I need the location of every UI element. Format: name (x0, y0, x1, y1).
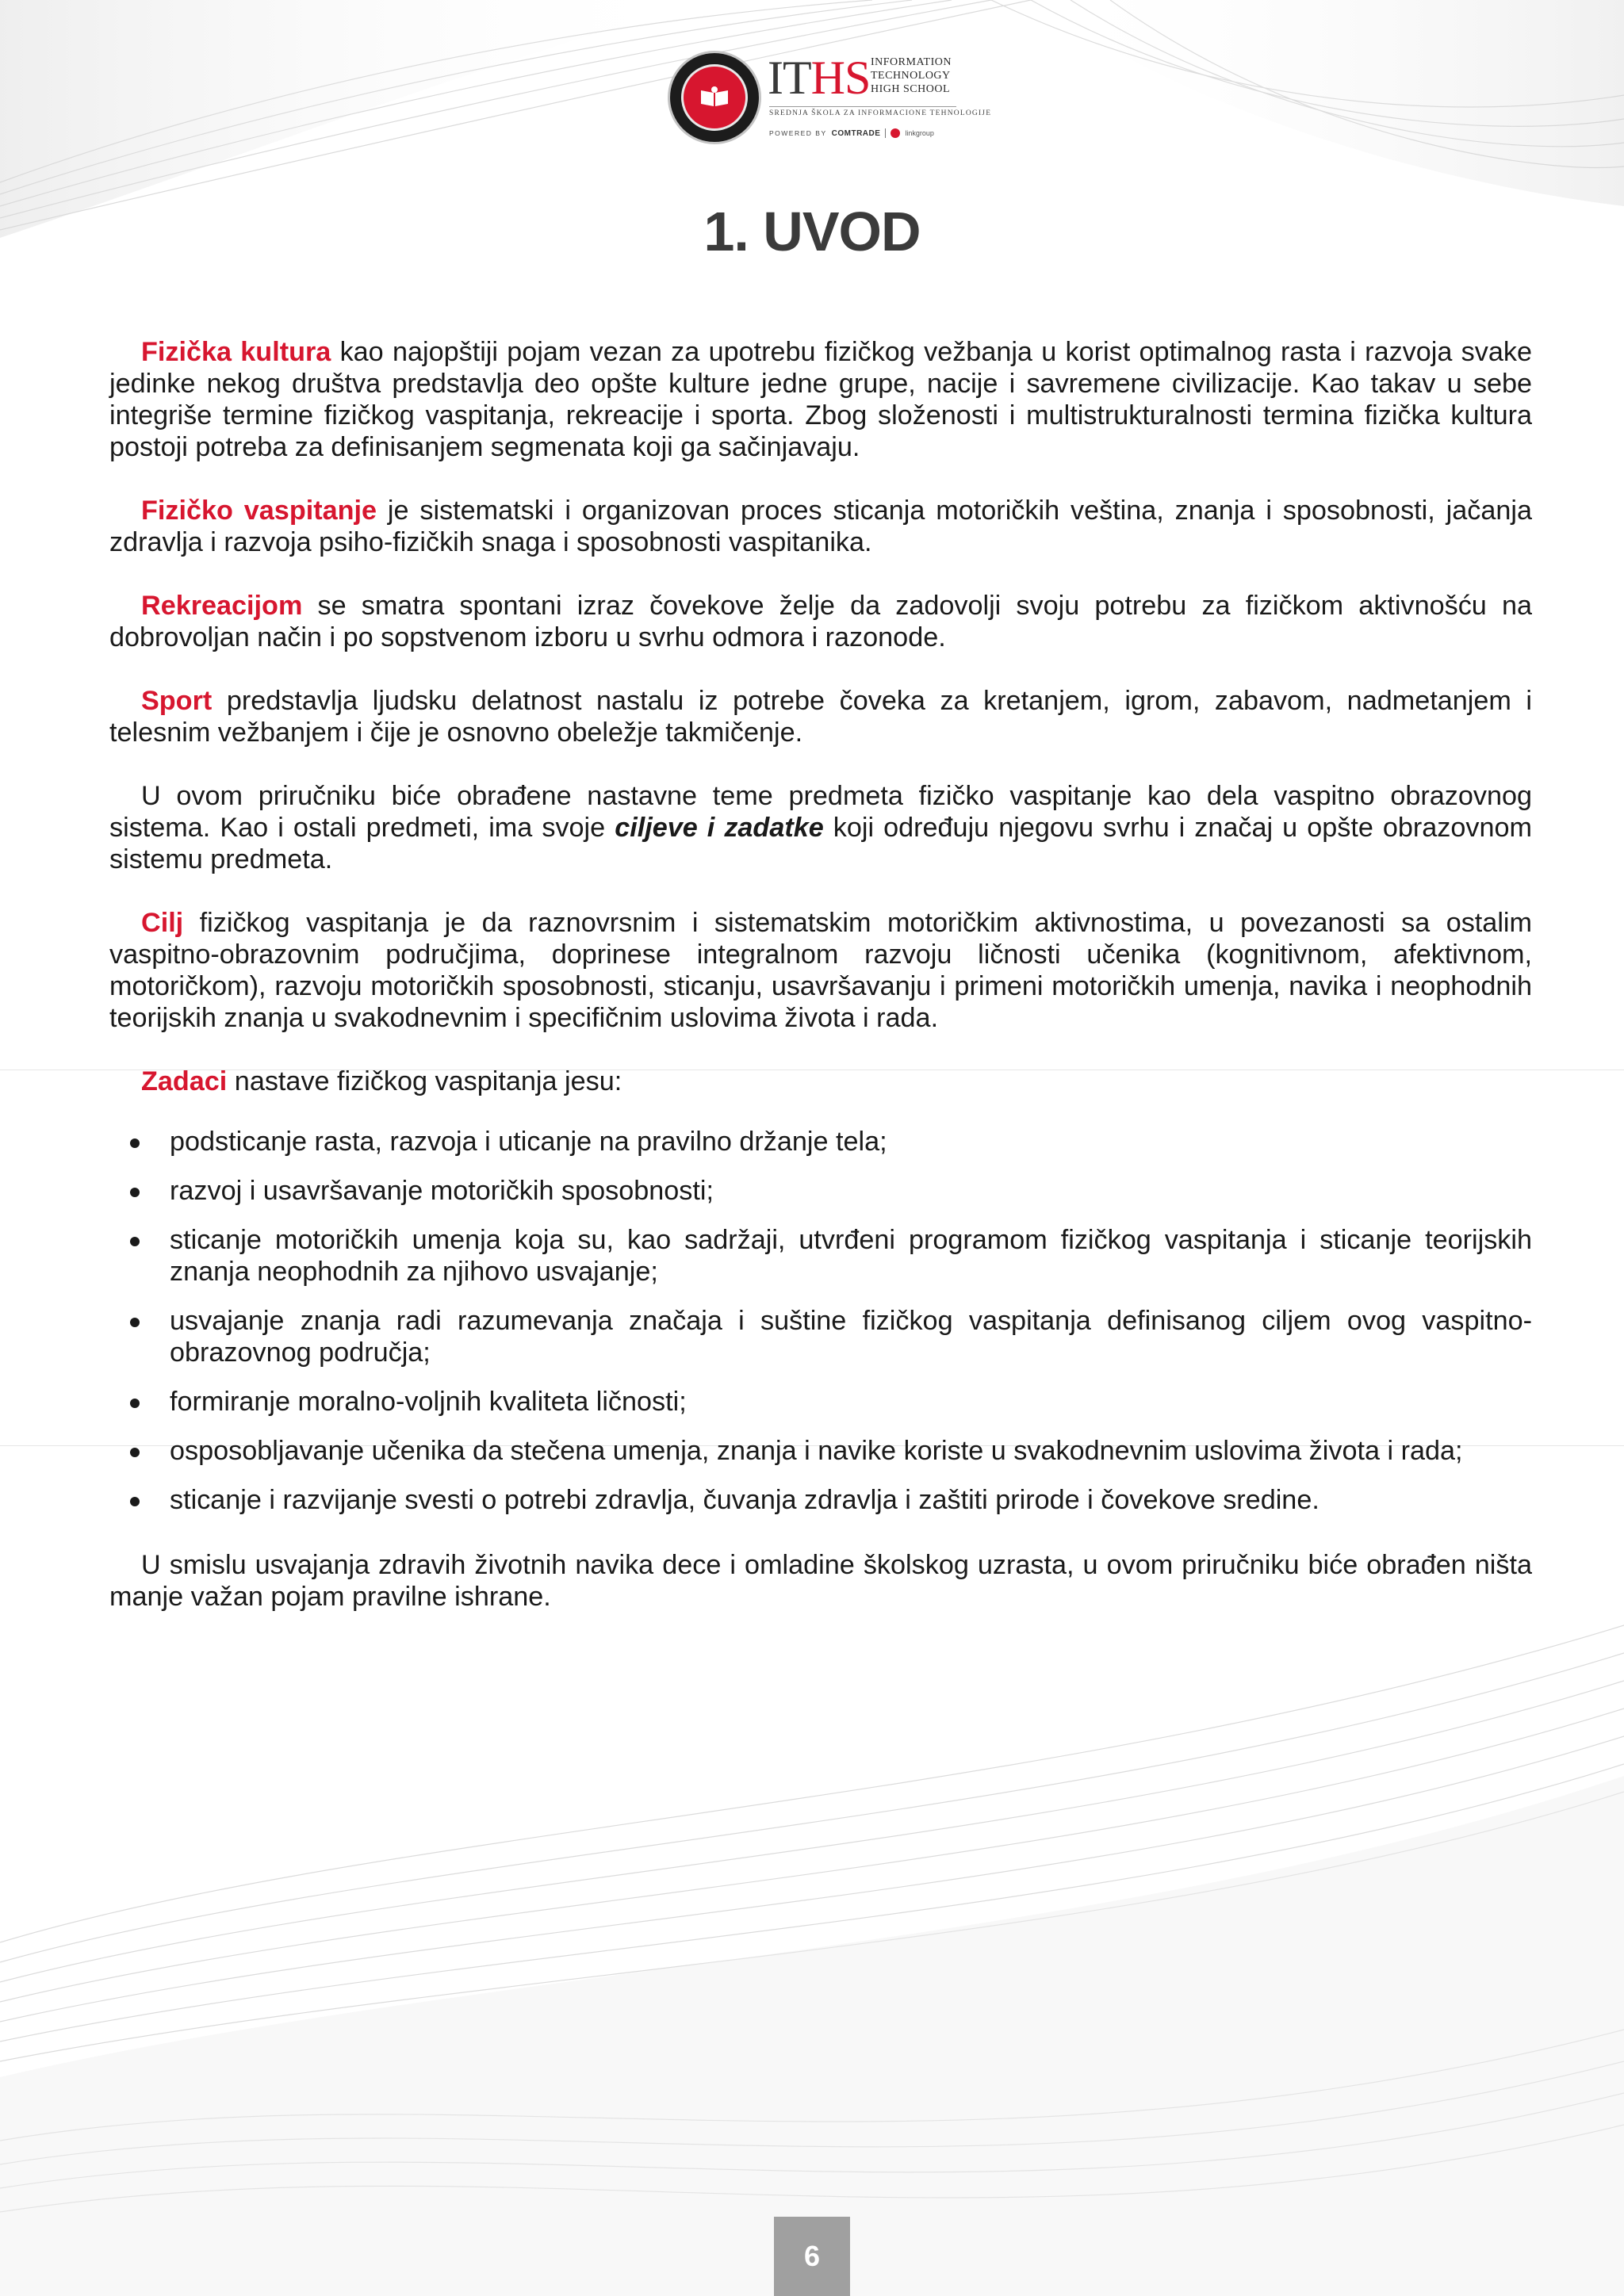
school-seal (668, 51, 761, 144)
logo-divider (769, 106, 956, 107)
document-body (109, 336, 1532, 1644)
seal-emblem (681, 64, 748, 131)
brand-name-lines (871, 55, 952, 96)
brand-line-1: INFORMATION (871, 56, 952, 68)
list-item: usvajanje znanja radi razumevanja značaja i suštine fizičkog vaspitanja definisanog ciljem ovog vaspitno-obrazovnog područja; (109, 1305, 1532, 1368)
paragraph-text: U ovom priručniku biće obrađene nastavne teme predmeta fizičko vaspitanje kao dela vaspitno obrazovnog sistema. Kao i ostali predmeti, ima svoje (109, 781, 1532, 843)
brand-wordmark (768, 52, 871, 104)
term-recreation: Rekreacijom (141, 591, 303, 621)
list-item: sticanje motoričkih umenja koja su, kao sadržaji, utvrđeni programom fizičkog vaspitanja i sticanje teorijskih znanja neophodnih za njihovo usvajanje; (109, 1224, 1532, 1288)
paragraph-text: se smatra spontani izraz čovekove želje da zadovolji svoju potrebu za fizičkom aktivnošću na dobrovoljan način i po sopstvenom izboru u svrhu odmora i razonode. (109, 591, 1532, 652)
powered-by-label: POWERED BY (769, 129, 827, 137)
linkgroup-icon (891, 128, 900, 138)
paragraph-physical-education (109, 495, 1532, 558)
paragraph-recreation (109, 590, 1532, 653)
list-item: razvoj i usavršavanje motoričkih sposobnosti; (109, 1175, 1532, 1207)
paragraph-physical-culture (109, 336, 1532, 463)
list-item: formiranje moralno-voljnih kvaliteta ličnosti; (109, 1386, 1532, 1418)
paragraph-text: koji određuju njegovu svrhu i značaj u opšte obrazovnom sistemu predmeta. (109, 813, 1532, 874)
paragraph-text: kao najopštiji pojam vezan za upotrebu fizičkog vežbanja u korist optimalnog rasta i razvoja svake jedinke nekog društva predstavlja deo opšte kulture jedne grupe, nacije i savremene civilizacije. Kao takav u sebe integriše termine fizičkog vaspitanja, rekreacije i sporta. Zbog složenosti i multistrukturalnosti termina fizička kultura postoji potreba za definisanjem segmenata koji ga sačinjavaju. (109, 337, 1532, 462)
paragraph-goal (109, 907, 1532, 1034)
paragraph-text: predstavlja ljudsku delatnost nastalu iz potrebe čoveka za kretanjem, igrom, zabavom, nadmetanjem i telesnim vežbanjem i čije je osnovno obeležje takmičenje. (109, 686, 1532, 748)
list-item: sticanje i razvijanje svesti o potrebi zdravlja, čuvanja zdravlja i zaštiti prirode i čovekove sredine. (109, 1484, 1532, 1516)
paragraph-nutrition: U smislu usvajanja zdravih životnih navika dece i omladine školskog uzrasta, u ovom priručniku biće obrađen ništa manje važan pojam pravilne ishrane. (109, 1550, 1532, 1612)
paragraph-text: je sistematski i organizovan proces sticanja motoričkih veština, znanja i sposobnosti, jačanja zdravlja i razvoja psiho-fizičkih snaga i sposobnosti vaspitanika. (109, 496, 1532, 557)
brand-suffix: HS (810, 52, 871, 104)
book-icon (699, 86, 730, 108)
emphasis-goals-tasks: ciljeve i zadatke (615, 813, 824, 843)
term-sport: Sport (141, 686, 213, 716)
powered-by-row (769, 128, 934, 138)
paragraph-text: fizičkog vaspitanja je da raznovrsnim i sistematskim motoričkim aktivnostima, u povezanosti sa ostalim vaspitno-obrazovnim područjima, doprinese integralnom razvoju ličnosti učenika (kognitivnom, afektivnom, motoričkom), razvoju motoričkih sposobnosti, sticanju, usavršavanju i primeni motoričkih umenja, navika i neophodnih teorijskih znanja u svakodnevnim i specifičnim uslovima života i rada. (109, 908, 1532, 1033)
brand-line-3: HIGH SCHOOL (871, 83, 950, 95)
list-item: podsticanje rasta, razvoja i uticanje na pravilno držanje tela; (109, 1126, 1532, 1158)
brand-subtitle: SREDNJA ŠKOLA ZA INFORMACIONE TEHNOLOGIJE (769, 109, 992, 117)
paragraph-sport (109, 685, 1532, 748)
brand-line-2: TECHNOLOGY (871, 70, 951, 82)
school-logo (668, 51, 992, 151)
page-title: 1. UVOD (703, 201, 921, 262)
partner-comtrade: COMTRADE (831, 128, 881, 138)
brand-prefix: IT (768, 52, 811, 104)
paragraph-text: nastave fizičkog vaspitanja jesu: (227, 1066, 622, 1096)
paragraph-manual-intro (109, 780, 1532, 875)
term-physical-culture: Fizička kultura (141, 337, 331, 367)
page-number: 6 (774, 2217, 850, 2296)
term-physical-education: Fizičko vaspitanje (141, 496, 377, 526)
term-goal: Cilj (141, 908, 184, 938)
paragraph-tasks-intro (109, 1066, 1532, 1097)
partner-separator (885, 128, 886, 138)
tasks-list (109, 1126, 1532, 1516)
partner-linkgroup: linkgroup (905, 129, 934, 137)
term-tasks: Zadaci (141, 1066, 228, 1096)
list-item: osposobljavanje učenika da stečena umenja, znanja i navike koriste u svakodnevnim uslovima života i rada; (109, 1435, 1532, 1467)
